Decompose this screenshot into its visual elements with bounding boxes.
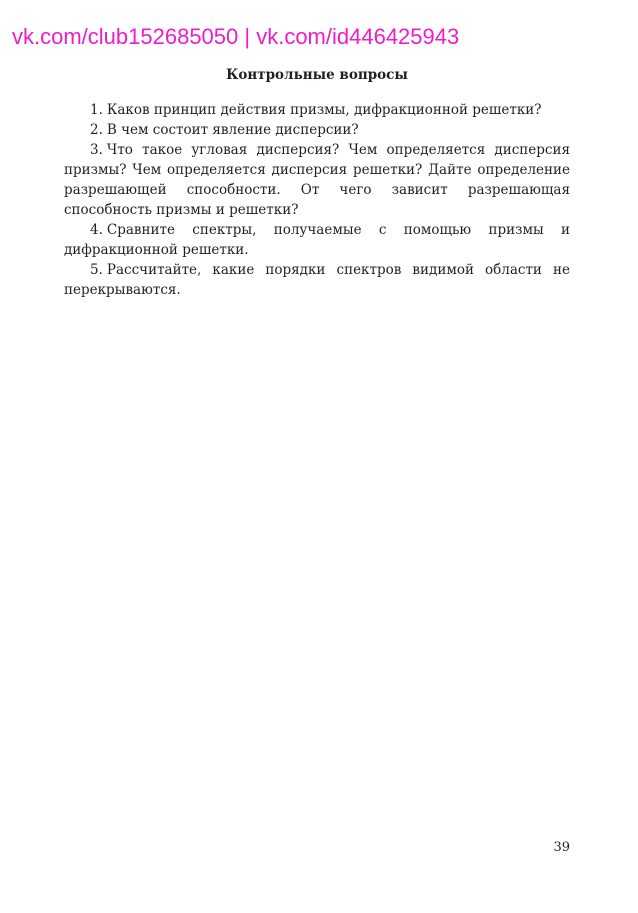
section-title: Контрольные вопросы [226,67,408,83]
question-2 [64,120,570,140]
questions-list [64,100,570,300]
question-number: 1. [90,102,103,118]
question-text: Сравните спектры, получаемые с помощью призмы и дифракционной решетки. [64,222,570,258]
watermark-text: vk.com/club152685050 | vk.com/id446425943 [12,24,460,49]
question-number: 2. [90,122,103,138]
question-1 [64,100,570,120]
question-number: 4. [90,222,103,238]
question-text: Каков принцип действия призмы, дифракционной решетки? [106,102,542,118]
page-content [64,66,570,300]
question-4 [64,220,570,260]
question-text: В чем состоит явление дисперсии? [106,122,359,138]
question-number: 5. [90,262,103,278]
question-3 [64,140,570,220]
page-number: 39 [553,840,570,855]
question-text: Рассчитайте, какие порядки спектров видимой области не перекрываются. [64,262,570,298]
question-5 [64,260,570,300]
question-text: Что такое угловая дисперсия? Чем определяется дисперсия призмы? Чем определяется дисперсия решетки? Дайте определение разрешающей способности. От чего зависит разрешающая способность призмы и решетки? [64,142,570,218]
question-number: 3. [90,142,103,158]
